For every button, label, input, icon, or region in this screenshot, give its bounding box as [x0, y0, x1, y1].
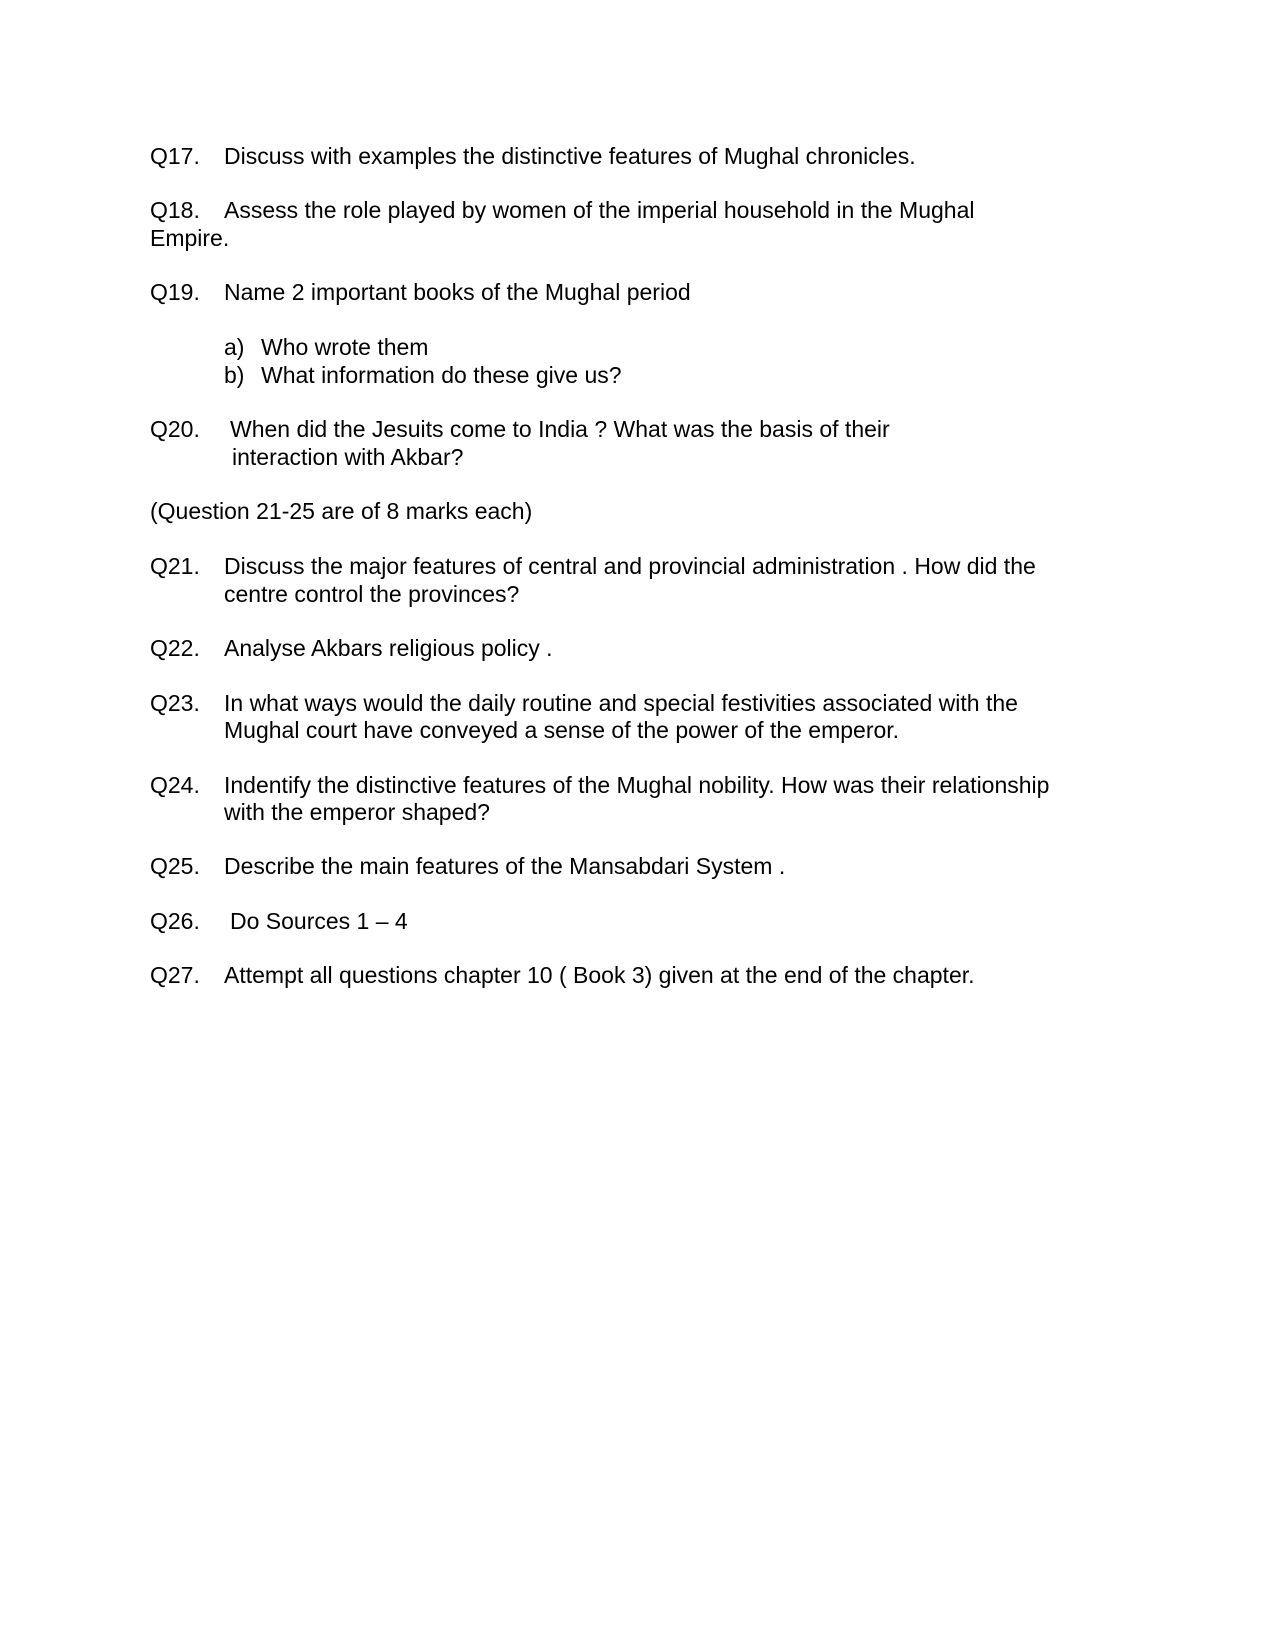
- question-number: Q27.: [150, 962, 200, 988]
- question-number: Q22.: [150, 635, 200, 661]
- question-text: Describe the main features of the Mansabdari System .: [224, 853, 786, 879]
- question-text-continuation: Empire.: [150, 225, 230, 251]
- sub-item-text: What information do these give us?: [261, 362, 622, 388]
- sub-item-text: Who wrote them: [261, 334, 429, 360]
- question-text: Analyse Akbars religious policy .: [224, 635, 553, 661]
- question-text: Discuss the major features of central and provincial administration . How did the: [224, 553, 1036, 579]
- section-note: (Question 21-25 are of 8 marks each): [150, 498, 533, 524]
- question-text: Assess the role played by women of the imperial household in the Mughal: [224, 197, 975, 223]
- question-text: Attempt all questions chapter 10 ( Book 3) given at the end of the chapter.: [224, 962, 975, 988]
- question-text: When did the Jesuits come to India ? What was the basis of their: [230, 416, 890, 442]
- question-number: Q18.: [150, 197, 200, 223]
- question-text: In what ways would the daily routine and special festivities associated with the: [224, 690, 1018, 716]
- sub-item-marker: a): [224, 334, 245, 360]
- sub-item-marker: b): [224, 362, 245, 388]
- question-text: Discuss with examples the distinctive features of Mughal chronicles.: [224, 143, 916, 169]
- question-text: Do Sources 1 – 4: [230, 908, 408, 934]
- question-number: Q26.: [150, 908, 200, 934]
- question-number: Q17.: [150, 143, 200, 169]
- question-text-continuation: centre control the provinces?: [224, 581, 520, 607]
- question-number: Q23.: [150, 690, 200, 716]
- question-number: Q19.: [150, 279, 200, 305]
- question-number: Q21.: [150, 553, 200, 579]
- question-text: Indentify the distinctive features of the Mughal nobility. How was their relationship: [224, 772, 1050, 798]
- question-text: Name 2 important books of the Mughal period: [224, 279, 691, 305]
- question-number: Q24.: [150, 772, 200, 798]
- question-text-continuation: with the emperor shaped?: [224, 799, 490, 825]
- question-text-continuation: interaction with Akbar?: [232, 444, 464, 470]
- question-number: Q20.: [150, 416, 200, 442]
- question-text-continuation: Mughal court have conveyed a sense of the power of the emperor.: [224, 717, 900, 743]
- question-number: Q25.: [150, 853, 200, 879]
